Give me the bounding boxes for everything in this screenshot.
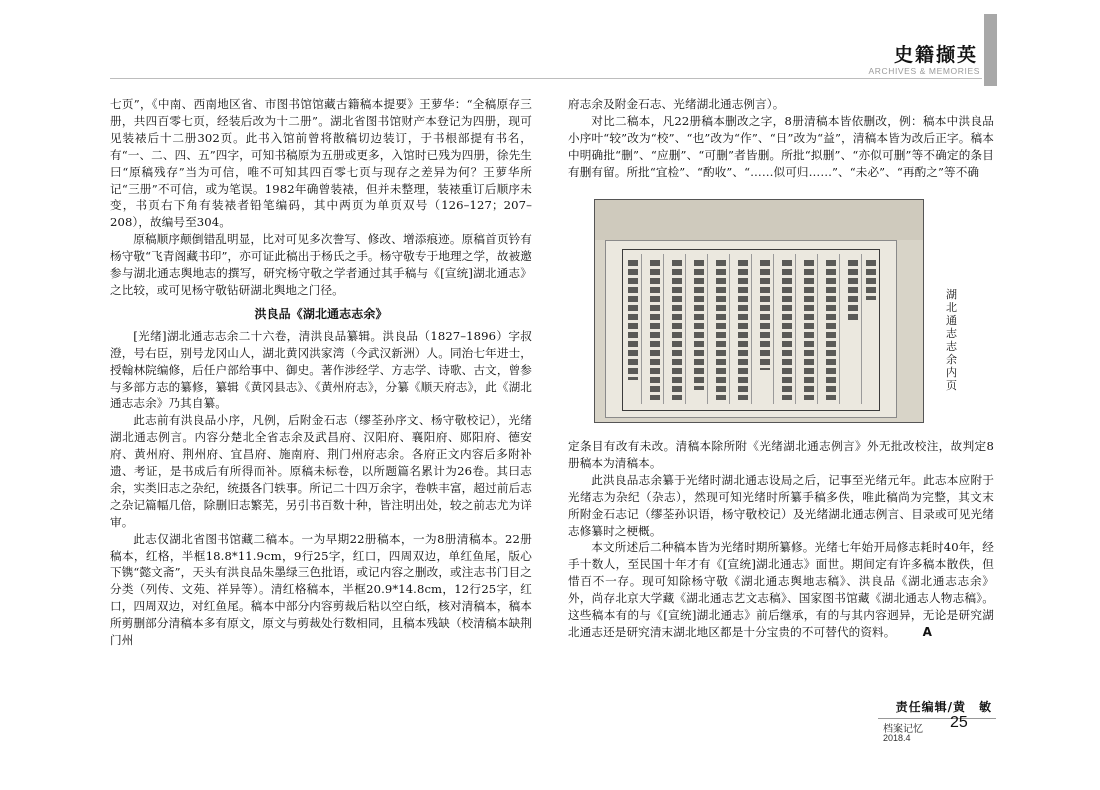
paragraph: [光绪]湖北通志志余二十六卷，清洪良品纂辑。洪良品（1827–1896）字叔澄，号右臣，别号龙冈山人，湖北黄冈洪家湾（今武汉新洲）人。同治七年进士，授翰林院编修，后任户部给事中、御史。著作涉经学、方志学、诗歌、古文，曾参与多部方志的纂修，纂辑《黄冈县志》、《黄州府志》，分纂《顺天府志》，此《湖北通志志余》乃其自纂。 <box>110 328 532 411</box>
manuscript-paper <box>605 240 897 418</box>
manuscript-background <box>595 200 923 240</box>
paragraph: 此志前有洪良品小序，凡例，后附金石志（缪荃孙序文、杨守敬校记），光绪湖北通志例言。内容分楚北全省志余及武昌府、汉阳府、襄阳府、郧阳府、德安府、黄州府、荆州府、宜昌府、施南府、荆门州府志余。各府正文内容后多附补遗、考证，是书成后有所得而补。原稿未标卷，以所题篇名累计为26卷。其曰志余，实类旧志之杂纪，统摄各门轶事。所记二十四万余字，卷帙丰富，超过前后志之杂记篇幅几倍，除删旧志繁芜，另引书百数十种，皆注明出处，较之前志尤为详审。 <box>110 413 532 529</box>
magazine-name: 档案记忆 <box>883 724 923 735</box>
paragraph <box>568 539 994 640</box>
issue-date: 2018.4 <box>883 733 911 743</box>
right-column-top <box>568 96 994 181</box>
responsible-editor: 责任编辑/黄 敏 <box>895 700 992 714</box>
section-header-title: 史籍撷英 <box>893 44 978 66</box>
paragraph: 此洪良品志余纂于光绪时湖北通志设局之后，记事至光绪元年。此志本应附于光绪志为杂纪（杂志），然现可知光绪时所纂手稿多佚，唯此稿尚为完整，其文末所附金石志记（缪荃孙识语，杨守敬校记）及光绪湖北通志例言、目录或可见光绪志修纂时之梗概。 <box>568 472 994 538</box>
end-mark-icon: A <box>922 624 933 639</box>
paragraph: 府志余及附金石志、光绪湖北通志例言）。 <box>568 97 785 111</box>
header-accent-bar <box>984 14 997 86</box>
section-heading: 洪良品《湖北通志志余》 <box>254 306 388 321</box>
section-header-subtitle: ARCHIVES & MEMORIES <box>868 66 980 76</box>
manuscript-red-frame <box>622 249 880 411</box>
paragraph-text: 本文所述后二种稿本皆为光绪时期所纂修。光绪七年始开局修志耗时40年，经手十数人，至民国十年才有《[宣统]湖北通志》面世。期间定有许多稿本散佚，但惜百不一存。现可知除杨守敬《湖北通志舆地志稿》、洪良品《湖北通志志余》外，尚存北京大学藏《湖北通志艺文志稿》、国家图书馆藏《湖北通志人物志稿》。这些稿本有的与《[宣统]湖北通志》前后继承，有的与其内容迥异，无论是研究湖北通志还是研究清末湖北地区都是十分宝贵的不可替代的资料。 <box>568 540 994 639</box>
manuscript-photo <box>594 199 924 423</box>
paragraph: 原稿顺序颠倒错乱明显，比对可见多次誊写、修改、增添痕迹。原稿首页钤有杨守敬“飞青阁藏书印”，亦可证此稿出于杨氏之手。杨守敬专于地理之学，故被邀参与湖北通志舆地志的撰写，研究杨守敬之学者通过其手稿与《[宣统]湖北通志》之比较，或可见杨守敬钻研湖北舆地之门径。 <box>110 232 532 297</box>
figure-caption: 湖北通志志余内页 <box>946 288 957 392</box>
paragraph: 此志仅湖北省图书馆藏二稿本。一为早期22册稿本，一为8册清稿本。22册稿本，红格，半框18.8*11.9cm，9行25字，红口，四周双边，单红鱼尾，版心下镌“懿文斋”，天头有洪良品朱墨绿三色批语，或记内容之删改，或注志书门目之分类（列传、文苑、祥异等）。清红格稿本，半框20.9*14.8cm，12行25字，红口，四周双边，对红鱼尾。稿本中部分内容剪裁后粘以空白纸，核对清稿本，稿本所剪删部分清稿本多有原文，原文与剪裁处行数相同，且稿本残缺（校清稿本缺荆门州 <box>110 531 532 648</box>
header-divider <box>110 78 982 79</box>
paragraph: 定条目有改有未改。清稿本除所附《光绪湖北通志例言》外无批改校注，故判定8册稿本为清稿本。 <box>568 439 994 470</box>
right-column-bottom <box>568 438 994 641</box>
paragraph: 对比二稿本，凡22册稿本删改之字，8册清稿本皆依删改，例：稿本中洪良品小序叶“较”改为“校”、“也”改为“作”、“日”改为“益”，清稿本皆为改后正字。稿本中明确批“删”、“应删”、“可删”者皆删。所批“拟删”、“亦似可删”等不确定的条目有删有留。所批“宜检”、“酌收”、“……似可归……”、“未必”、“再酌之”等不确 <box>568 113 994 179</box>
paragraph: 七页”，《中南、西南地区省、市图书馆馆藏古籍稿本提要》王萝华：“全稿原存三册，共四百零七页，经装后改为十二册”。湖北省图书馆财产本登记为四册，现可见装裱后十二册302页。此书入馆前曾将散稿切边装订，于书根部提有书名，有“一、二、四、五”四字，可知书稿原为五册或更多，入馆时已残为四册，徐先生曰“原稿残存”当为可信，唯不可知其四百零七页与现存之差异为何？王萝华所记“三册”不可信，或为笔误。1982年确曾装裱，但并未整理，装裱重订后顺序未变，书页右下角有装裱者铅笔编码，其中两页为单页双号（126–127；207–208），故编号至304。 <box>110 97 532 230</box>
footer-divider <box>878 718 996 719</box>
left-column <box>110 96 532 649</box>
page-number: 25 <box>950 714 968 731</box>
